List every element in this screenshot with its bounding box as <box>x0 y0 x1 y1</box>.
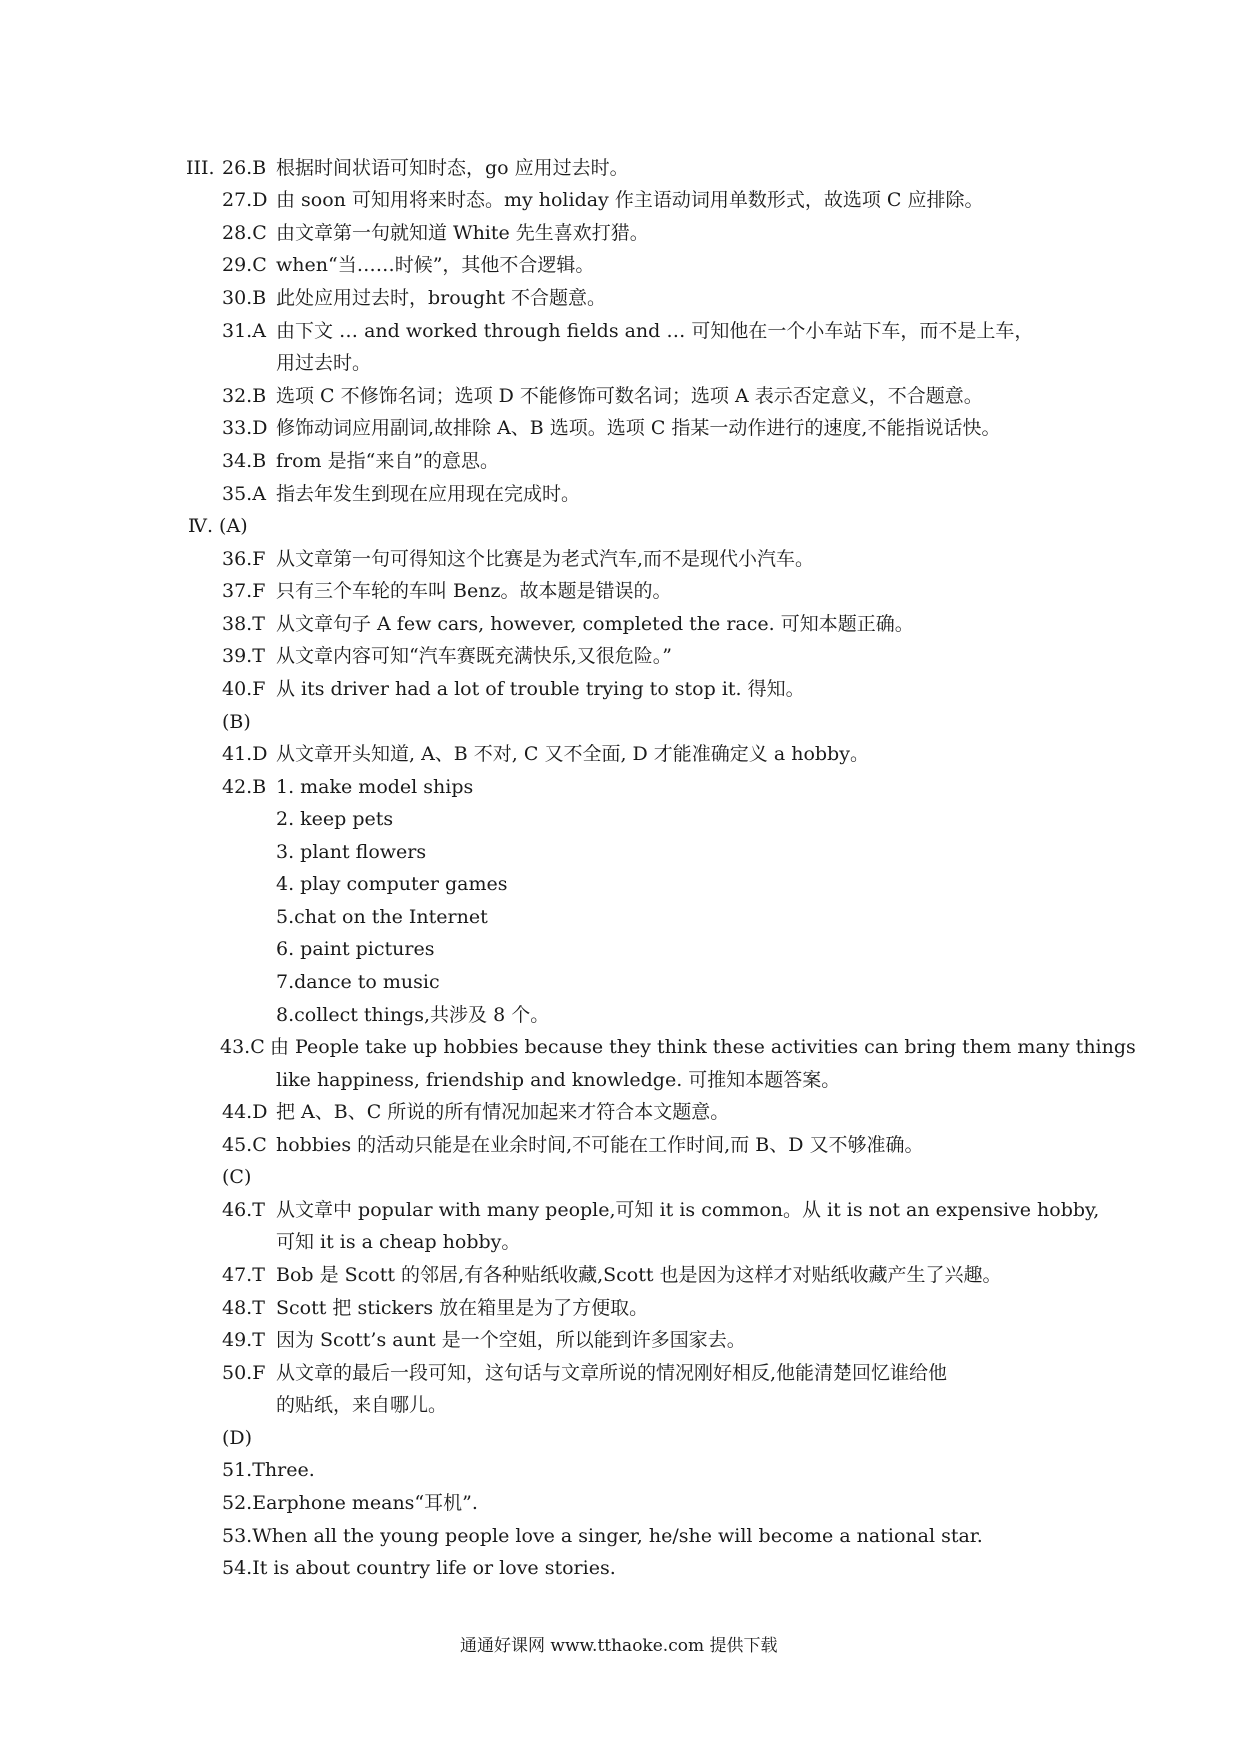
answer-explanation: 因为 Scott’s aunt 是一个空姐，所以能到许多国家去。 <box>276 1329 746 1351</box>
answer-explanation: when“当……时候”，其他不合逻辑。 <box>276 254 595 276</box>
answer-number: 47.T <box>222 1264 265 1286</box>
answer-number: 43.C <box>220 1036 265 1058</box>
answer-explanation-continued: 可知 it is a cheap hobby。 <box>276 1231 521 1253</box>
answer-explanation: 由下文 … and worked through fields and … 可知他在一个小车站下车，而不是上车， <box>276 320 1034 342</box>
answer-explanation: 由 People take up hobbies because they think these activities can bring them many things <box>270 1036 1136 1058</box>
answer-number: 39.T <box>222 645 265 667</box>
answer-explanation: 从文章内容可知“汽车赛既充满快乐,又很危险。” <box>276 645 672 667</box>
answer-number: 46.T <box>222 1199 265 1221</box>
page-footer: 通通好课网 www.tthaoke.com 提供下载 <box>460 1636 778 1656</box>
answer-explanation: 从文章开头知道, A、B 不对, C 又不全面, D 才能准确定义 a hobby。 <box>276 743 869 765</box>
answer-explanation: 从文章第一句可得知这个比赛是为老式汽车,而不是现代小汽车。 <box>276 548 815 570</box>
answer-number: 29.C <box>222 254 267 276</box>
answer-number: 33.D <box>222 417 268 439</box>
answer-number: 34.B <box>222 450 267 472</box>
answer-number: 32.B <box>222 385 267 407</box>
answer-explanation: 指去年发生到现在应用现在完成时。 <box>276 483 581 505</box>
answer-explanation: 修饰动词应用副词,故排除 A、B 选项。选项 C 指某一动作进行的速度,不能指说话快。 <box>276 417 1001 439</box>
list-item: 8.collect things,共涉及 8 个。 <box>276 1004 550 1026</box>
answer-explanation: 从 its driver had a lot of trouble trying to stop it. 得知。 <box>276 678 805 700</box>
section-3-header: III. <box>186 157 215 179</box>
list-item: 4. play computer games <box>276 873 508 895</box>
answer-number: 48.T <box>222 1297 265 1319</box>
answer-explanation: 从文章句子 A few cars, however, completed the race. 可知本题正确。 <box>276 613 914 635</box>
answer-number: 49.T <box>222 1329 265 1351</box>
answer-explanation: 由 soon 可知用将来时态。my holiday 作主语动词用单数形式，故选项 C 应排除。 <box>276 189 984 211</box>
answer-explanation: 由文章第一句就知道 White 先生喜欢打猎。 <box>276 222 649 244</box>
short-answer: 53.When all the young people love a singer, he/she will become a national star. <box>222 1525 983 1547</box>
answer-explanation: 选项 C 不修饰名词；选项 D 不能修饰可数名词；选项 A 表示否定意义，不合题意。 <box>276 385 983 407</box>
part-b-label: (B) <box>222 711 251 733</box>
answer-number: 36.F <box>222 548 266 570</box>
answer-number: 35.A <box>222 483 266 505</box>
answer-number: 27.D <box>222 189 268 211</box>
answer-number: 45.C <box>222 1134 267 1156</box>
answer-explanation: 把 A、B、C 所说的所有情况加起来才符合本文题意。 <box>276 1101 730 1123</box>
short-answer: 52.Earphone means“耳机”. <box>222 1492 478 1514</box>
answer-number: 40.F <box>222 678 266 700</box>
list-item: 2. keep pets <box>276 808 394 830</box>
list-item: 6. paint pictures <box>276 938 435 960</box>
part-c-label: (C) <box>222 1166 252 1188</box>
answer-explanation-continued: 的贴纸，来自哪儿。 <box>276 1394 448 1416</box>
answer-number: 26.B <box>222 157 267 179</box>
section-4-header: Ⅳ. (A) <box>188 515 248 537</box>
answer-number: 31.A <box>222 320 266 342</box>
list-item: 1. make model ships <box>276 776 474 798</box>
list-item: 3. plant flowers <box>276 841 427 863</box>
part-d-label: (D) <box>222 1427 253 1449</box>
answer-explanation: 从文章中 popular with many people,可知 it is common。从 it is not an expensive hobby, <box>276 1199 1100 1221</box>
answer-explanation: from 是指“来自”的意思。 <box>276 450 500 472</box>
answer-number: 44.D <box>222 1101 268 1123</box>
list-item: 5.chat on the Internet <box>276 906 488 928</box>
answer-explanation: hobbies 的活动只能是在业余时间,不可能在工作时间,而 B、D 又不够准确。 <box>276 1134 924 1156</box>
answer-explanation: 从文章的最后一段可知，这句话与文章所说的情况刚好相反,他能清楚回忆谁给他 <box>276 1362 948 1384</box>
answer-number: 37.F <box>222 580 266 602</box>
list-item: 7.dance to music <box>276 971 440 993</box>
short-answer: 54.It is about country life or love stories. <box>222 1557 616 1579</box>
answer-explanation: 此处应用过去时，brought 不合题意。 <box>276 287 606 309</box>
answer-explanation-continued: like happiness, friendship and knowledge. 可推知本题答案。 <box>276 1069 841 1091</box>
answer-explanation-continued: 用过去时。 <box>276 352 372 374</box>
answer-explanation: 只有三个车轮的车叫 Benz。故本题是错误的。 <box>276 580 672 602</box>
answer-number: 42.B <box>222 776 267 798</box>
answer-explanation: 根据时间状语可知时态，go 应用过去时。 <box>276 157 629 179</box>
answer-number: 30.B <box>222 287 267 309</box>
short-answer: 51.Three. <box>222 1459 315 1481</box>
answer-number: 41.D <box>222 743 268 765</box>
answer-explanation: Bob 是 Scott 的邻居,有各种贴纸收藏,Scott 也是因为这样才对贴纸收藏产生了兴趣。 <box>276 1264 1002 1286</box>
answer-number: 50.F <box>222 1362 266 1384</box>
answer-number: 28.C <box>222 222 267 244</box>
answer-explanation: Scott 把 stickers 放在箱里是为了方便取。 <box>276 1297 649 1319</box>
answer-number: 38.T <box>222 613 265 635</box>
